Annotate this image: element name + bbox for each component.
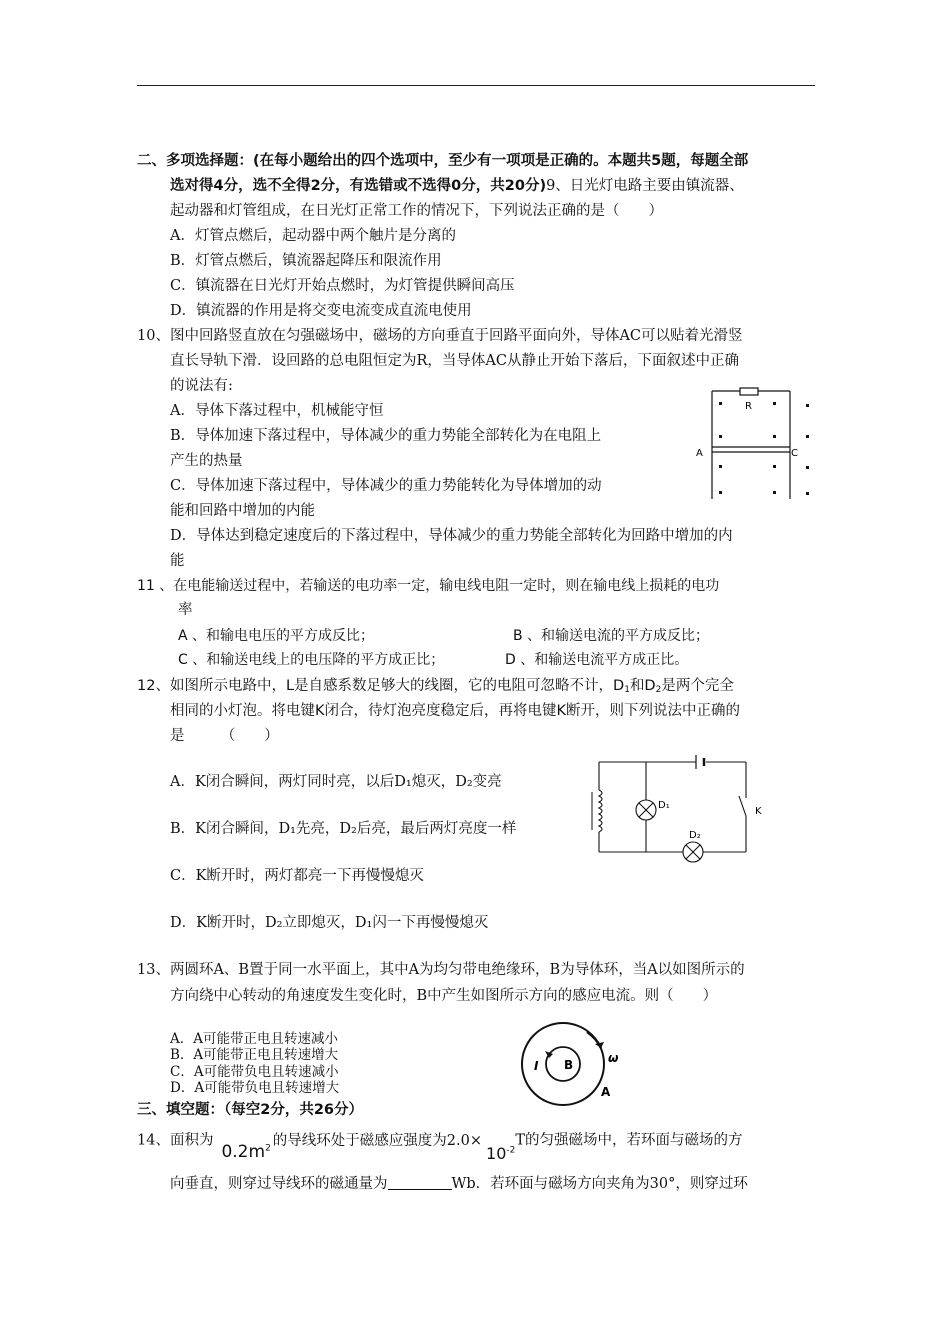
q10-stem-line1: 10、图中回路竖直放在匀强磁场中，磁场的方向垂直于回路平面向外，导体AC可以贴着光滑竖 — [137, 328, 743, 344]
q10-circuit-figure — [690, 385, 820, 505]
q13-option-a: A．A可能带正电且转速减小 — [170, 1031, 338, 1047]
q11-stem-line1: 11 、在电能输送过程中，若输送的电功率一定，输电线电阻一定时，则在输电线上损耗的电功 — [137, 578, 720, 594]
q10-label-r: R — [745, 401, 752, 412]
q11-option-b: B 、和输送电流的平方成反比； — [513, 628, 710, 644]
q14-field-value — [486, 1144, 515, 1163]
q12-option-c: C．K断开时，两灯都亮一下再慢慢熄灭 — [170, 868, 424, 884]
q10-conductor-ac — [712, 447, 790, 452]
q14-line2-b: Wb．若环面与磁场方向夹角为30°，则穿过环 — [451, 1176, 748, 1192]
q13-option-c: C．A可能带负电且转速减小 — [170, 1064, 339, 1080]
section2-heading-line2 — [170, 176, 744, 196]
q14-line1 — [137, 1126, 743, 1163]
q12-wires — [599, 762, 746, 852]
q9-option-b: B．灯管点燃后，镇流器起降压和限流作用 — [170, 253, 442, 269]
q13-rings-figure — [515, 1018, 630, 1110]
q10-label-c: C — [791, 448, 798, 459]
q10-option-a: A．导体下落过程中，机械能守恒 — [170, 403, 384, 419]
q13-label-b: B — [564, 1058, 574, 1072]
q14-prefix: 14、面积为 — [137, 1132, 214, 1149]
q12-circuit-figure — [585, 752, 770, 864]
q11-option-a: A 、和输电电压的平方成反比； — [178, 628, 375, 644]
q14-answer-blank[interactable] — [388, 1175, 452, 1190]
q14-line2-a: 向垂直，则穿过导线环的磁通量为 — [170, 1176, 388, 1192]
section3-heading: 三、填空题：（每空2分，共26分） — [137, 1102, 364, 1118]
q11-stem-line2: 率 — [178, 602, 193, 618]
q13-label-omega: ω — [608, 1051, 619, 1065]
q14-area-value — [221, 1142, 270, 1162]
q9-option-c: C．镇流器在日光灯开始点燃时，为灯管提供瞬间高压 — [170, 278, 515, 294]
q11-option-c: C 、和输送电线上的电压降的平方成正比； — [178, 652, 445, 668]
q12-label-d1: D₁ — [658, 800, 670, 811]
q13-label-i: I — [534, 1059, 539, 1073]
q12-sub-2: 2 — [655, 685, 662, 695]
q10-option-c-cont: 能和回路中增加的内能 — [170, 503, 315, 519]
q12-lamp-d1 — [636, 800, 656, 820]
q10-option-b-cont: 产生的热量 — [170, 453, 243, 469]
q12-option-a: A．K闭合瞬间，两灯同时亮，以后D₁熄灭，D₂变亮 — [170, 774, 502, 790]
q12-stem-line2: 相同的小灯泡。将电键K闭合，待灯泡亮度稳定后，再将电键K断开，则下列说法中正确的 — [170, 703, 741, 719]
q12-option-d: D．K断开时，D₂立即熄灭，D₁闪一下再慢慢熄灭 — [170, 915, 489, 931]
q13-ring-b — [546, 1047, 580, 1081]
q10-option-d: D．导体达到稳定速度后的下落过程中，导体减少的重力势能全部转化为回路中增加的内 — [170, 528, 733, 544]
q10-label-a: A — [696, 448, 703, 459]
q9-stem-line2: 起动器和灯管组成，在日光灯正常工作的情况下，下列说法正确的是（ ） — [170, 203, 663, 219]
q12-stem-text-a: 12、如图所示电路中，L是自感系数足够大的线圈，它的电阻可忽略不计，D — [137, 678, 625, 694]
q12-sub-1: 1 — [624, 685, 630, 695]
q12-stem-line3: 是 （ ） — [170, 728, 279, 744]
q14-unit-text: T的匀强磁场中，若环面与磁场的方 — [515, 1132, 743, 1149]
header-rule — [137, 85, 815, 86]
q12-battery — [696, 755, 704, 769]
q10-option-c: C．导体加速下落过程中，导体减少的重力势能转化为导体增加的动 — [170, 478, 602, 494]
q12-inductor-coil — [599, 790, 602, 832]
q13-option-b: B．A可能带正电且转速增大 — [170, 1047, 339, 1063]
q13-label-a: A — [601, 1085, 611, 1099]
q13-stem-line2: 方向绕中心转动的角速度发生变化时，B中产生如图所示方向的感应电流。则（ ） — [170, 988, 718, 1004]
q14-area: 0.2m — [221, 1141, 266, 1162]
q10-stem-line3: 的说法有: — [170, 378, 233, 394]
q11-option-d: D 、和输送电流平方成正比。 — [505, 652, 689, 668]
q9-option-d: D．镇流器的作用是将交变电流变成直流电使用 — [170, 303, 472, 319]
q9-stem-start: 9、日光灯电路主要由镇流器、 — [546, 178, 744, 194]
q12-label-k: K — [755, 806, 762, 817]
q12-label-d2: D₂ — [689, 830, 701, 841]
q12-lamp-d2 — [683, 842, 703, 862]
q14-line2 — [170, 1174, 748, 1194]
q12-option-b: B．K闭合瞬间，D₁先亮，D₂后亮，最后两灯亮度一样 — [170, 821, 517, 837]
q12-stem-text-end: 是两个完全 — [661, 678, 734, 694]
q10-option-d-cont: 能 — [170, 553, 185, 569]
q12-stem-line1 — [137, 676, 734, 700]
q14-field-base: 10 — [486, 1143, 507, 1163]
q13-stem-line1: 13、两圆环A、B置于同一水平面上，其中A为均匀带电绝缘环，B为导体环，当A以如图所示的 — [137, 962, 745, 978]
q10-stem-line2: 直长导轨下滑．设回路的总电阻恒定为R，当导体AC从静止开始下落后，下面叙述中正确 — [170, 353, 739, 369]
q13-option-d: D．A可能带负电且转速增大 — [170, 1080, 340, 1096]
q14-mid: 的导线环处于磁感应强度为2.0× — [272, 1132, 483, 1149]
q12-stem-text-mid: 和D — [629, 678, 656, 694]
q14-field-exp: -2 — [506, 1145, 516, 1156]
q12-switch-k — [739, 796, 746, 816]
section2-heading-line1: 二、多项选择题：(在每小题给出的四个选项中，至少有一项项是正确的。本题共5题，每题全部 — [137, 153, 749, 169]
q9-option-a: A．灯管点燃后，起动器中两个触片是分离的 — [170, 228, 456, 244]
section2-heading-rest: 选对得4分，选不全得2分，有选错或不选得0分，共20分) — [170, 178, 547, 194]
q14-area-exp: 2 — [265, 1143, 271, 1153]
q10-option-b: B．导体加速下落过程中，导体减少的重力势能全部转化为在电阻上 — [170, 428, 602, 444]
